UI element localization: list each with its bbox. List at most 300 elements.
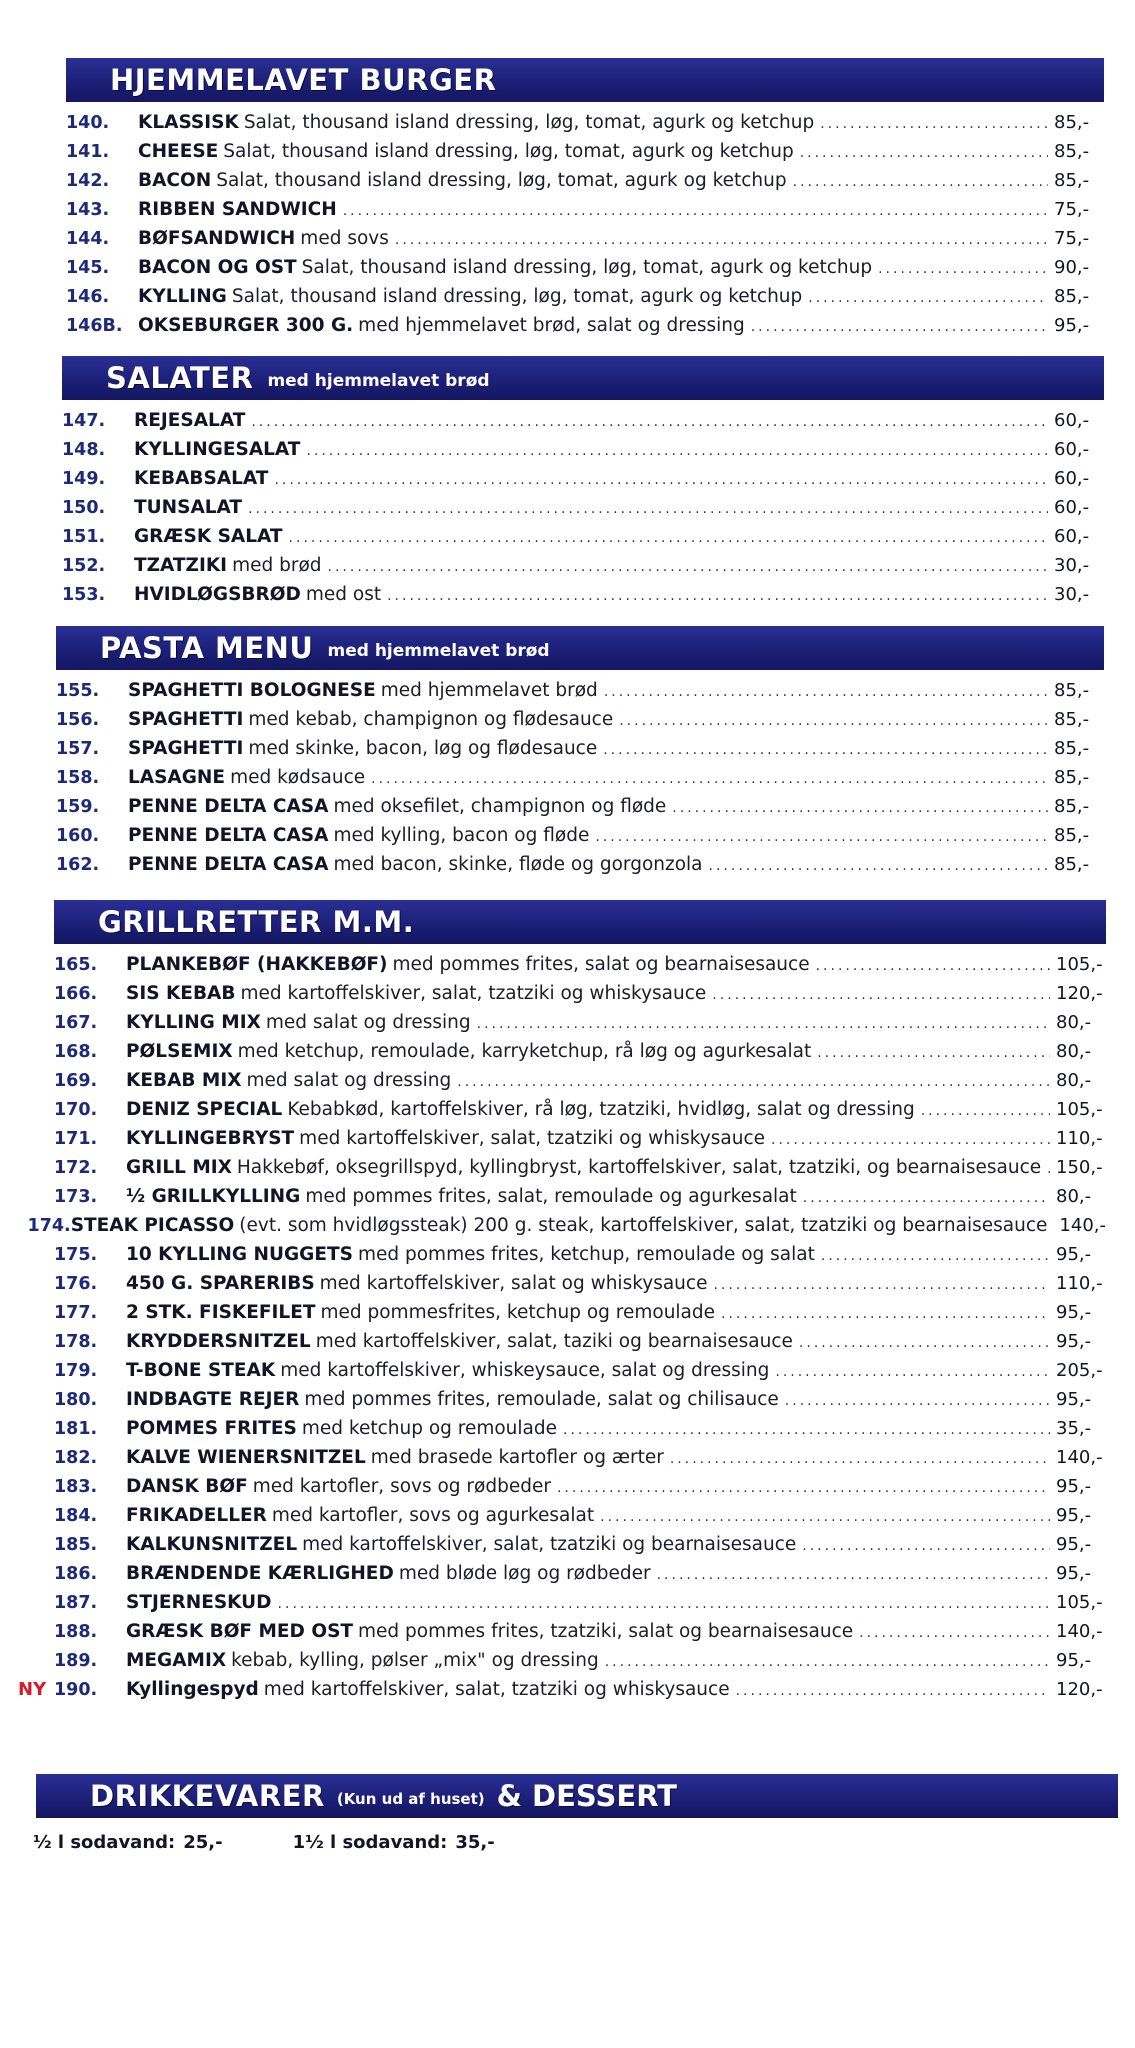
menu-section xyxy=(56,626,1104,879)
drink-price: 35,- xyxy=(455,1832,495,1853)
section-banner xyxy=(62,356,1104,400)
menu-item-list xyxy=(56,676,1104,879)
item-description: Salat, thousand island dressing, løg, tomat, agurk og ketchup xyxy=(301,257,873,278)
item-number: 185. xyxy=(54,1535,98,1555)
menu-item xyxy=(56,676,1104,705)
menu-item xyxy=(18,1124,1106,1153)
item-number: 141. xyxy=(66,142,110,162)
dot-leader xyxy=(736,1677,1050,1706)
item-number: 140. xyxy=(66,113,110,133)
item-number: 150. xyxy=(62,498,106,518)
menu-item xyxy=(18,1269,1106,1298)
item-name: PØLSEMIX xyxy=(126,1041,233,1062)
item-description: med hjemmelavet brød xyxy=(380,680,598,701)
item-number: 189. xyxy=(54,1651,98,1671)
item-price: 95,- xyxy=(1056,1534,1092,1555)
item-name: BRÆNDENDE KÆRLIGHED xyxy=(126,1563,394,1584)
dot-leader xyxy=(921,1097,1050,1126)
item-price: 95,- xyxy=(1056,1505,1092,1526)
menu-item xyxy=(18,1559,1106,1588)
item-name: GRÆSK SALAT xyxy=(134,526,283,547)
menu-section xyxy=(66,58,1104,340)
section-title: DRIKKEVARER xyxy=(90,1779,325,1813)
menu-item xyxy=(66,195,1104,224)
item-name: 2 STK. FISKEFILET xyxy=(126,1302,316,1323)
item-number: 172. xyxy=(54,1158,98,1178)
item-number: 155. xyxy=(56,681,100,701)
item-description: med kartoffelskiver, whiskeysauce, salat og dressing xyxy=(280,1360,770,1381)
item-name: DENIZ SPECIAL xyxy=(126,1099,283,1120)
item-number: 187. xyxy=(54,1593,98,1613)
item-price: 60,- xyxy=(1054,468,1090,489)
item-name: REJESALAT xyxy=(134,410,246,431)
item-price: 85,- xyxy=(1054,738,1090,759)
menu-item xyxy=(62,551,1104,580)
item-name: KLASSISK xyxy=(138,112,239,133)
item-number: 162. xyxy=(56,855,100,875)
item-name: INDBAGTE REJER xyxy=(126,1389,300,1410)
menu-item xyxy=(18,1646,1106,1675)
item-description: med pommes frites, salat og bearnaisesauce xyxy=(392,954,810,975)
item-number: 145. xyxy=(66,258,110,278)
item-description: med salat og dressing xyxy=(246,1070,452,1091)
item-price: 60,- xyxy=(1054,526,1090,547)
menu-item xyxy=(18,979,1106,1008)
item-name: SPAGHETTI xyxy=(128,709,244,730)
item-number: 149. xyxy=(62,469,106,489)
item-price: 105,- xyxy=(1056,1099,1103,1120)
item-price: 95,- xyxy=(1056,1563,1092,1584)
item-name: KYLLING xyxy=(138,286,227,307)
item-description: med kartoffelskiver, salat, tzatziki og bearnaisesauce xyxy=(302,1534,797,1555)
item-description: med brasede kartofler og ærter xyxy=(370,1447,664,1468)
dot-leader xyxy=(278,1590,1050,1619)
dot-leader xyxy=(775,1358,1050,1387)
item-number: 143. xyxy=(66,200,110,220)
item-name: OKSEBURGER 300 G. xyxy=(138,315,354,336)
menu-item-list xyxy=(66,108,1104,340)
section-subtitle: (Kun ud af huset) xyxy=(336,1790,485,1808)
dot-leader xyxy=(557,1474,1050,1503)
item-name: Kyllingespyd xyxy=(126,1679,259,1700)
item-price: 120,- xyxy=(1056,983,1103,1004)
section-title-tail: & DESSERT xyxy=(496,1779,677,1813)
dot-leader xyxy=(477,1010,1050,1039)
dot-leader xyxy=(619,707,1048,736)
dot-leader xyxy=(395,226,1048,255)
item-number: 184. xyxy=(54,1506,98,1526)
item-name: PENNE DELTA CASA xyxy=(128,825,329,846)
menu-item-list xyxy=(18,950,1106,1704)
item-number: 169. xyxy=(54,1071,98,1091)
item-name: PENNE DELTA CASA xyxy=(128,854,329,875)
menu-item xyxy=(18,1472,1106,1501)
dot-leader xyxy=(595,823,1048,852)
item-description: med sovs xyxy=(300,228,389,249)
menu-item-list xyxy=(62,406,1104,609)
drink-label: 1½ l sodavand: xyxy=(292,1832,448,1853)
item-description: Salat, thousand island dressing, løg, tomat, agurk og ketchup xyxy=(231,286,803,307)
item-price: 85,- xyxy=(1054,796,1090,817)
dot-leader xyxy=(657,1561,1050,1590)
item-name: HVIDLØGSBRØD xyxy=(134,584,301,605)
drink-item xyxy=(33,1832,223,1853)
item-price: 110,- xyxy=(1056,1128,1103,1149)
dot-leader xyxy=(371,765,1048,794)
item-price: 60,- xyxy=(1054,497,1090,518)
item-description: Salat, thousand island dressing, løg, tomat, agurk og ketchup xyxy=(243,112,815,133)
menu-item xyxy=(56,734,1104,763)
dot-leader xyxy=(800,139,1048,168)
dot-leader xyxy=(1047,1155,1050,1184)
item-description: med ketchup og remoulade xyxy=(301,1418,558,1439)
menu-item xyxy=(18,1414,1106,1443)
item-name: LASAGNE xyxy=(128,767,226,788)
item-description: med ost xyxy=(305,584,382,605)
item-name: 450 G. SPARERIBS xyxy=(126,1273,315,1294)
dot-leader xyxy=(808,284,1048,313)
item-number: 173. xyxy=(54,1187,98,1207)
dot-leader xyxy=(605,1648,1050,1677)
item-price: 30,- xyxy=(1054,555,1090,576)
item-description: Hakkebøf, oksegrillspyd, kyllingbryst, kartoffelskiver, salat, tzatziki, og bearnaisesauce xyxy=(236,1157,1042,1178)
menu-item xyxy=(62,435,1104,464)
item-number: 177. xyxy=(54,1303,98,1323)
section-banner xyxy=(56,626,1104,670)
item-number: 147. xyxy=(62,411,106,431)
menu-item xyxy=(18,1066,1106,1095)
item-description: med kartofler, sovs og rødbeder xyxy=(252,1476,551,1497)
menu-item xyxy=(18,1501,1106,1530)
item-price: 95,- xyxy=(1056,1302,1092,1323)
dot-leader xyxy=(328,553,1048,582)
item-description: Kebabkød, kartoffelskiver, rå løg, tzatziki, hvidløg, salat og dressing xyxy=(287,1099,915,1120)
item-price: 80,- xyxy=(1056,1070,1092,1091)
item-name: CHEESE xyxy=(138,141,219,162)
menu-item xyxy=(66,137,1104,166)
menu-item xyxy=(66,311,1104,340)
menu-item xyxy=(18,1182,1106,1211)
item-description: med kartoffelskiver, salat, taziki og bearnaisesauce xyxy=(315,1331,793,1352)
item-price: 85,- xyxy=(1054,141,1090,162)
item-price: 120,- xyxy=(1056,1679,1103,1700)
item-name: KYLLING MIX xyxy=(126,1012,261,1033)
item-price: 80,- xyxy=(1056,1012,1092,1033)
dot-leader xyxy=(721,1300,1050,1329)
menu-item xyxy=(18,1298,1106,1327)
menu-item xyxy=(18,1095,1106,1124)
drink-item xyxy=(293,1832,495,1853)
item-description: med pommesfrites, ketchup og remoulade xyxy=(320,1302,716,1323)
item-name: PENNE DELTA CASA xyxy=(128,796,329,817)
item-name: TUNSALAT xyxy=(134,497,243,518)
item-name: KRYDDERSNITZEL xyxy=(126,1331,311,1352)
item-price: 95,- xyxy=(1056,1244,1092,1265)
menu-item xyxy=(56,850,1104,879)
menu-item xyxy=(18,1443,1106,1472)
section-title: HJEMMELAVET BURGER xyxy=(110,63,497,97)
menu-item xyxy=(18,1211,1106,1240)
item-name: DANSK BØF xyxy=(126,1476,248,1497)
item-number: 178. xyxy=(54,1332,98,1352)
item-price: 95,- xyxy=(1056,1476,1092,1497)
item-description: Salat, thousand island dressing, løg, tomat, agurk og ketchup xyxy=(216,170,787,191)
item-description: med brød xyxy=(232,555,322,576)
item-price: 60,- xyxy=(1054,439,1090,460)
item-number: 146. xyxy=(66,287,110,307)
menu-item xyxy=(18,1153,1106,1182)
item-price: 30,- xyxy=(1054,584,1090,605)
item-price: 85,- xyxy=(1054,170,1090,191)
dot-leader xyxy=(799,1329,1050,1358)
item-description: med kylling, bacon og fløde xyxy=(333,825,590,846)
dot-leader xyxy=(878,255,1048,284)
item-name: FRIKADELLER xyxy=(126,1505,267,1526)
item-description: med kødsauce xyxy=(230,767,366,788)
item-name: SPAGHETTI BOLOGNESE xyxy=(128,680,376,701)
item-description: Salat, thousand island dressing, løg, tomat, agurk og ketchup xyxy=(223,141,794,162)
dot-leader xyxy=(672,794,1048,823)
item-number: 188. xyxy=(54,1622,98,1642)
item-number: 183. xyxy=(54,1477,98,1497)
dot-leader xyxy=(670,1445,1050,1474)
item-price: 140,- xyxy=(1059,1215,1106,1236)
menu-section xyxy=(62,356,1104,609)
dot-leader xyxy=(289,524,1048,553)
dot-leader xyxy=(785,1387,1050,1416)
dot-leader xyxy=(248,495,1048,524)
item-price: 90,- xyxy=(1054,257,1090,278)
dot-leader xyxy=(251,408,1048,437)
dot-leader xyxy=(457,1068,1050,1097)
item-description: med kartoffelskiver, salat, tzatziki og whiskysauce xyxy=(299,1128,765,1149)
item-number: 167. xyxy=(54,1013,98,1033)
item-name: KYLLINGESALAT xyxy=(134,439,301,460)
menu-item xyxy=(18,1008,1106,1037)
dot-leader xyxy=(603,736,1048,765)
section-title: SALATER xyxy=(106,361,254,395)
section-title: PASTA MENU xyxy=(100,631,314,665)
item-number: 180. xyxy=(54,1390,98,1410)
item-number: 181. xyxy=(54,1419,98,1439)
menu-item xyxy=(18,1327,1106,1356)
section-title: GRILLRETTER M.M. xyxy=(98,905,415,939)
item-description: kebab, kylling, pølser „mix" og dressing xyxy=(231,1650,599,1671)
item-price: 95,- xyxy=(1056,1389,1092,1410)
dot-leader xyxy=(712,981,1050,1010)
item-name: STEAK PICASSO xyxy=(70,1215,235,1236)
item-number: 151. xyxy=(62,527,106,547)
item-number: 190. xyxy=(54,1680,98,1700)
dot-leader xyxy=(816,952,1050,981)
menu-item xyxy=(66,108,1104,137)
item-price: 110,- xyxy=(1056,1273,1103,1294)
item-name: KYLLINGEBRYST xyxy=(126,1128,295,1149)
item-price: 60,- xyxy=(1054,410,1090,431)
item-number: 179. xyxy=(54,1361,98,1381)
item-price: 35,- xyxy=(1056,1418,1092,1439)
item-name: STJERNESKUD xyxy=(126,1592,272,1613)
item-number: 158. xyxy=(56,768,100,788)
item-number: 170. xyxy=(54,1100,98,1120)
item-name: SIS KEBAB xyxy=(126,983,236,1004)
item-number: 146B. xyxy=(66,316,123,336)
dot-leader xyxy=(713,1271,1050,1300)
dot-leader xyxy=(387,582,1048,611)
item-name: KEBABSALAT xyxy=(134,468,269,489)
item-number: 165. xyxy=(54,955,98,975)
item-name: GRÆSK BØF MED OST xyxy=(126,1621,354,1642)
item-price: 85,- xyxy=(1054,767,1090,788)
dot-leader xyxy=(802,1532,1050,1561)
item-description: med kartoffelskiver, salat, tzatziki og whiskysauce xyxy=(263,1679,730,1700)
item-name: BØFSANDWICH xyxy=(138,228,296,249)
dot-leader xyxy=(820,110,1048,139)
dot-leader xyxy=(604,678,1048,707)
item-number: 174. xyxy=(27,1216,71,1236)
item-name: BACON OG OST xyxy=(138,257,297,278)
drink-price: 25,- xyxy=(183,1832,223,1853)
menu-item xyxy=(66,253,1104,282)
item-name: T-BONE STEAK xyxy=(126,1360,276,1381)
menu-item xyxy=(18,1037,1106,1066)
menu-section xyxy=(18,900,1106,1704)
item-description: med salat og dressing xyxy=(265,1012,471,1033)
dot-leader xyxy=(563,1416,1050,1445)
menu-item xyxy=(18,1530,1106,1559)
menu-item xyxy=(56,705,1104,734)
item-name: GRILL MIX xyxy=(126,1157,232,1178)
dot-leader xyxy=(343,197,1048,226)
dot-leader xyxy=(274,466,1048,495)
dot-leader xyxy=(859,1619,1050,1648)
item-number: 175. xyxy=(54,1245,98,1265)
menu-item xyxy=(66,224,1104,253)
section-banner xyxy=(54,900,1106,944)
dot-leader xyxy=(793,168,1048,197)
menu-item xyxy=(62,493,1104,522)
item-price: 105,- xyxy=(1056,1592,1103,1613)
item-price: 95,- xyxy=(1054,315,1090,336)
item-price: 140,- xyxy=(1056,1621,1103,1642)
menu-item xyxy=(62,406,1104,435)
item-name: KEBAB MIX xyxy=(126,1070,242,1091)
item-price: 85,- xyxy=(1054,112,1090,133)
item-description: (evt. som hvidløgssteak) 200 g. steak, kartoffelskiver, salat, tzatziki og bearnaisesauce xyxy=(239,1215,1048,1236)
item-description: med pommes frites, salat, remoulade og agurkesalat xyxy=(305,1186,797,1207)
menu-item xyxy=(62,522,1104,551)
item-name: KALVE WIENERSNITZEL xyxy=(126,1447,366,1468)
item-name: BACON xyxy=(138,170,212,191)
item-description: med pommes frites, tzatziki, salat og bearnaisesauce xyxy=(358,1621,854,1642)
item-number: 160. xyxy=(56,826,100,846)
item-number: 142. xyxy=(66,171,110,191)
item-number: 168. xyxy=(54,1042,98,1062)
item-number: 182. xyxy=(54,1448,98,1468)
dot-leader xyxy=(306,437,1048,466)
item-name: POMMES FRITES xyxy=(126,1418,297,1439)
item-number: 186. xyxy=(54,1564,98,1584)
item-description: med bløde løg og rødbeder xyxy=(398,1563,651,1584)
item-name: MEGAMIX xyxy=(126,1650,227,1671)
menu-item xyxy=(66,166,1104,195)
menu-item xyxy=(18,1385,1106,1414)
item-number: 152. xyxy=(62,556,106,576)
item-price: 95,- xyxy=(1056,1650,1092,1671)
dot-leader xyxy=(821,1242,1050,1271)
item-number: 176. xyxy=(54,1274,98,1294)
item-price: 140,- xyxy=(1056,1447,1103,1468)
item-price: 85,- xyxy=(1054,286,1090,307)
item-name: RIBBEN SANDWICH xyxy=(138,199,337,220)
item-price: 105,- xyxy=(1056,954,1103,975)
item-name: SPAGHETTI xyxy=(128,738,244,759)
drinks-list xyxy=(33,1832,495,1853)
item-name: PLANKEBØF (HAKKEBØF) xyxy=(126,954,388,975)
section-subtitle: med hjemmelavet brød xyxy=(327,641,550,661)
menu-item xyxy=(66,282,1104,311)
item-name: ½ GRILLKYLLING xyxy=(126,1186,301,1207)
menu-item xyxy=(56,821,1104,850)
section-subtitle: med hjemmelavet brød xyxy=(267,371,490,391)
menu-item xyxy=(56,792,1104,821)
dot-leader xyxy=(709,852,1048,881)
item-price: 85,- xyxy=(1054,680,1090,701)
menu-item xyxy=(18,1588,1106,1617)
drink-label: ½ l sodavand: xyxy=(33,1832,176,1853)
menu-item xyxy=(18,1675,1106,1704)
item-description: med hjemmelavet brød, salat og dressing xyxy=(358,315,745,336)
menu-item xyxy=(18,1240,1106,1269)
item-number: 157. xyxy=(56,739,100,759)
item-description: med ketchup, remoulade, karryketchup, rå løg og agurkesalat xyxy=(237,1041,812,1062)
item-description: med pommes frites, remoulade, salat og chilisauce xyxy=(304,1389,779,1410)
item-number: 166. xyxy=(54,984,98,1004)
item-number: 144. xyxy=(66,229,110,249)
menu-item xyxy=(62,464,1104,493)
menu-item xyxy=(18,950,1106,979)
item-price: 85,- xyxy=(1054,709,1090,730)
item-number: 148. xyxy=(62,440,106,460)
item-description: med kartofler, sovs og agurkesalat xyxy=(271,1505,595,1526)
item-price: 85,- xyxy=(1054,825,1090,846)
menu-section xyxy=(36,1774,1118,1818)
item-description: med oksefilet, champignon og fløde xyxy=(333,796,667,817)
item-name: 10 KYLLING NUGGETS xyxy=(126,1244,353,1265)
item-name: TZATZIKI xyxy=(134,555,228,576)
dot-leader xyxy=(600,1503,1050,1532)
dot-leader xyxy=(817,1039,1050,1068)
item-description: med bacon, skinke, fløde og gorgonzola xyxy=(333,854,703,875)
item-number: 156. xyxy=(56,710,100,730)
menu-item xyxy=(18,1617,1106,1646)
section-banner xyxy=(36,1774,1118,1818)
item-price: 80,- xyxy=(1056,1186,1092,1207)
item-price: 150,- xyxy=(1056,1157,1103,1178)
menu-item xyxy=(62,580,1104,609)
item-description: med skinke, bacon, løg og flødesauce xyxy=(248,738,598,759)
item-price: 205,- xyxy=(1056,1360,1103,1381)
item-description: med kartoffelskiver, salat og whiskysauce xyxy=(319,1273,708,1294)
dot-leader xyxy=(803,1184,1050,1213)
menu-item xyxy=(56,763,1104,792)
item-number: 171. xyxy=(54,1129,98,1149)
section-banner xyxy=(66,58,1104,102)
item-price: 85,- xyxy=(1054,854,1090,875)
menu-item xyxy=(18,1356,1106,1385)
item-price: 95,- xyxy=(1056,1331,1092,1352)
dot-leader xyxy=(751,313,1048,342)
